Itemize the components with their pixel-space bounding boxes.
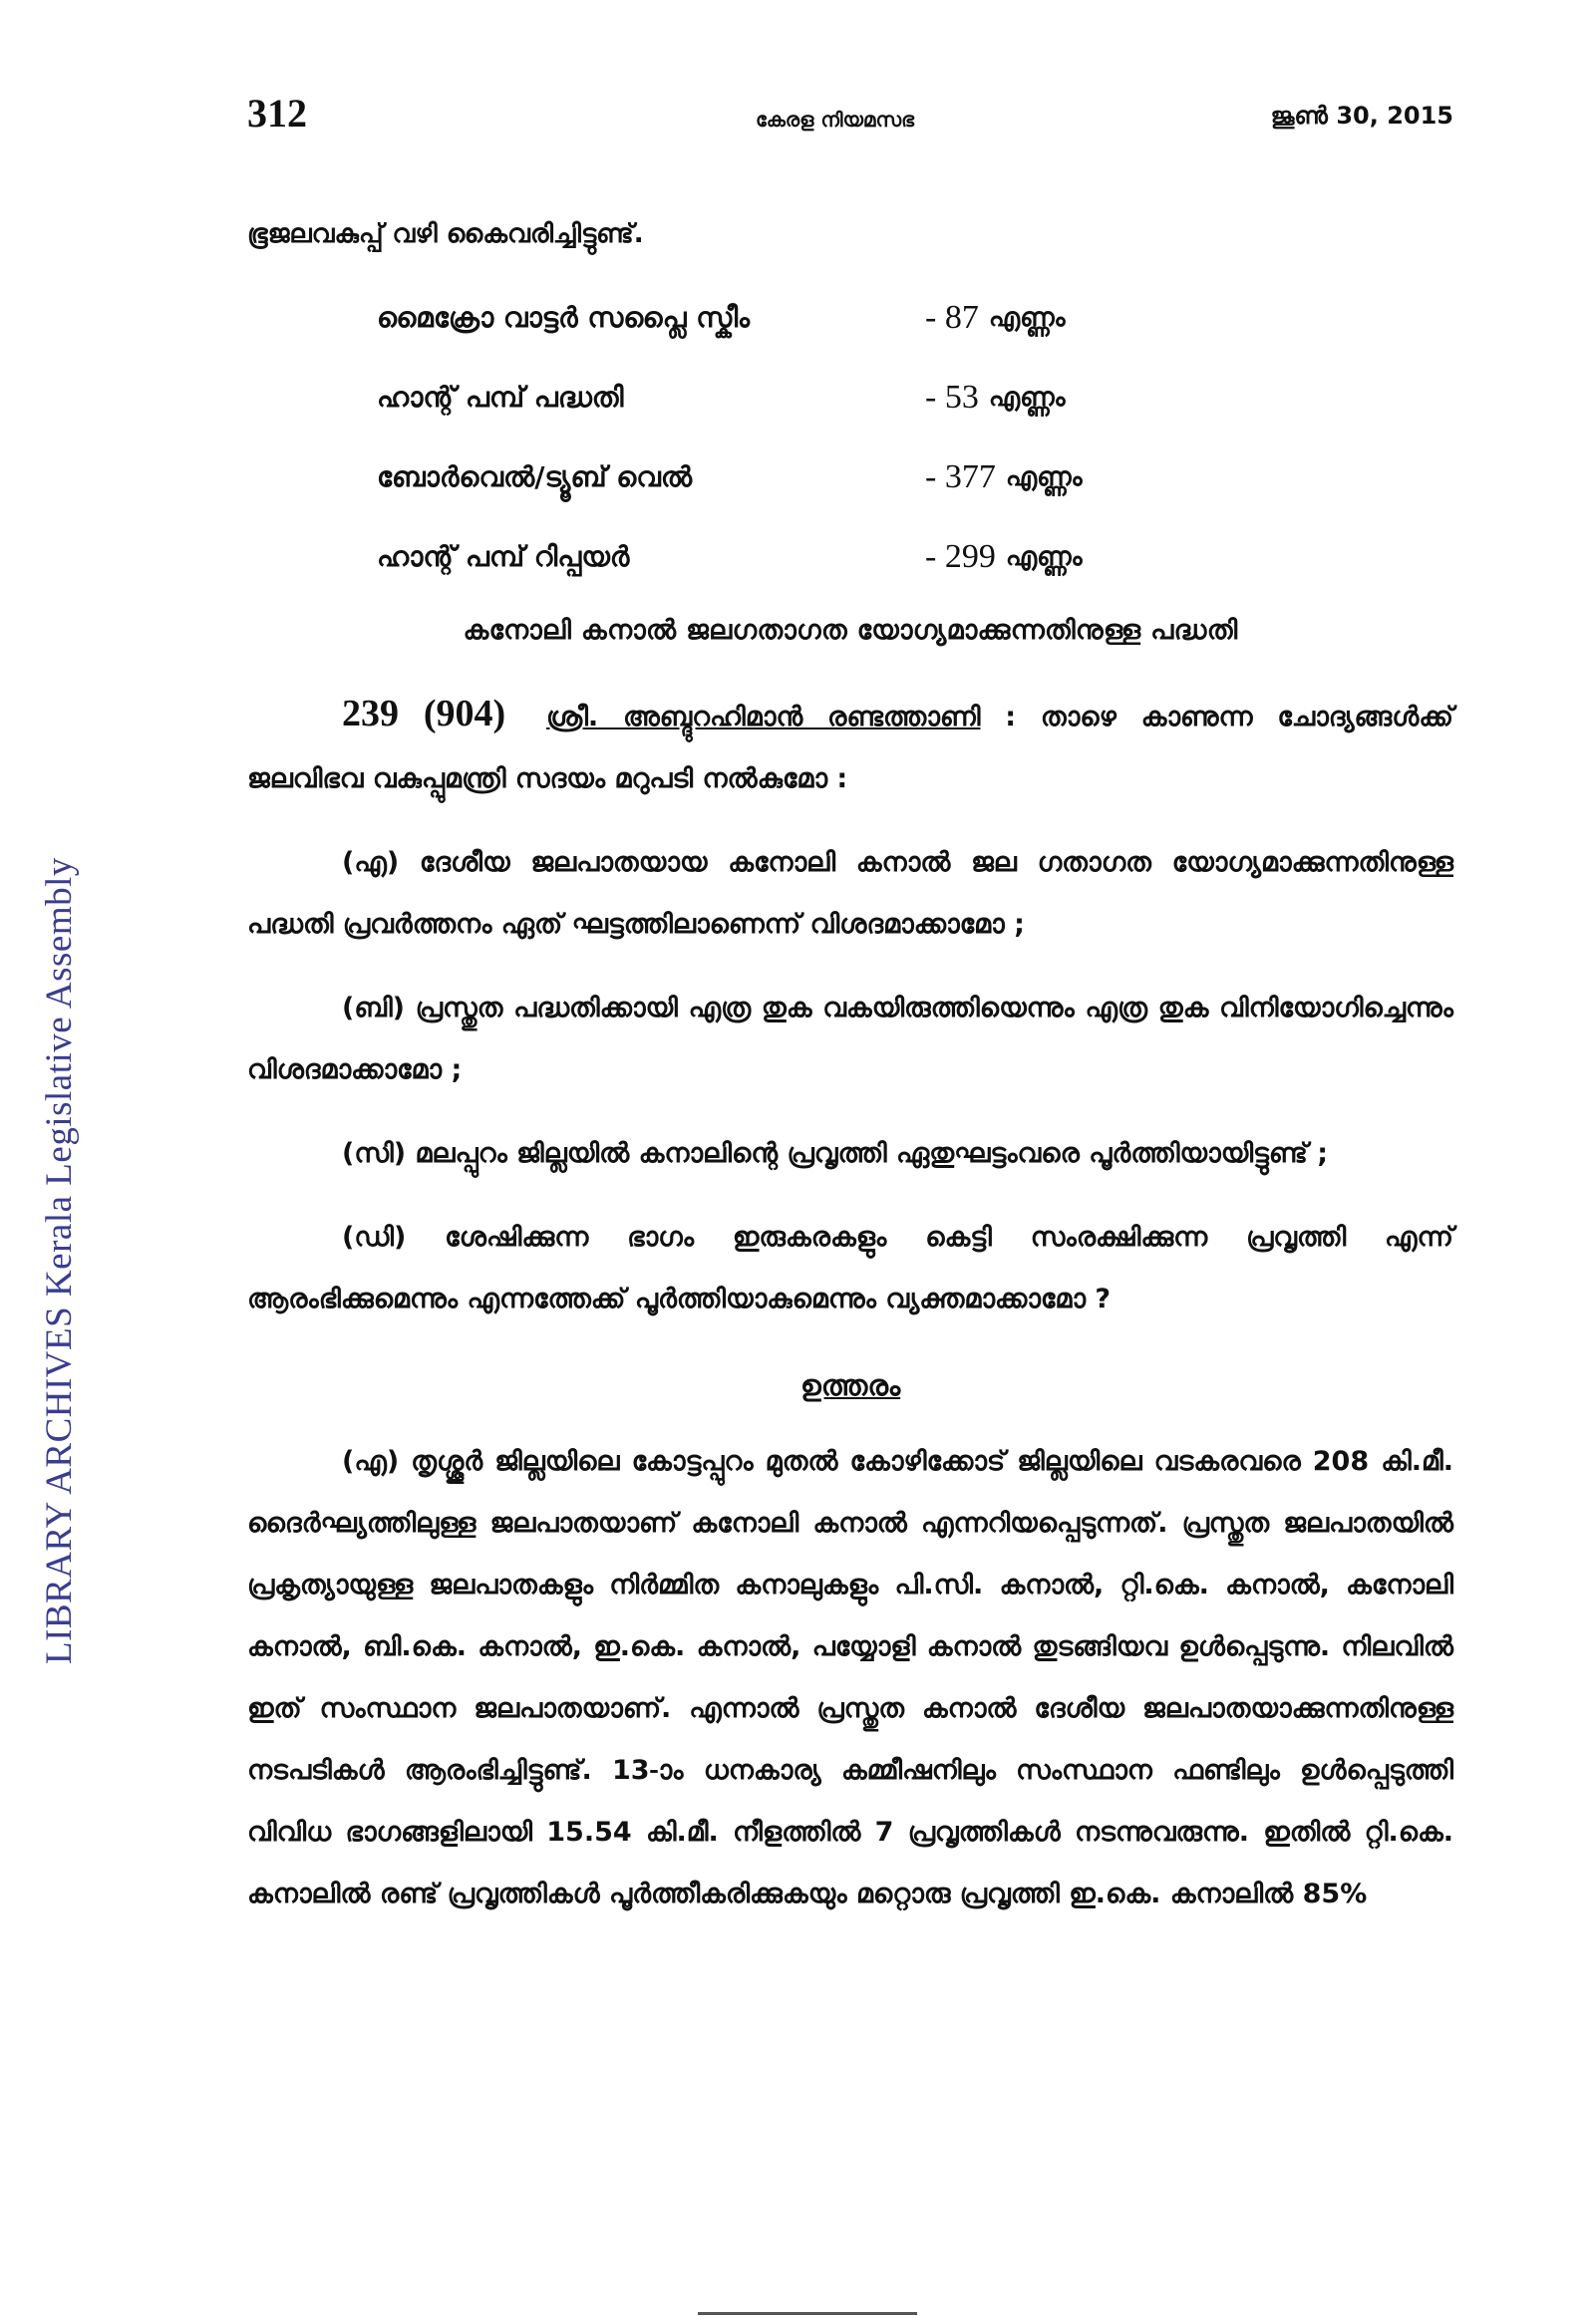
stat-unit: എണ്ണം — [988, 302, 1066, 333]
page-header — [247, 90, 1453, 149]
answer-paragraph: (എ) തൃശ്ശൂർ ജില്ലയിലെ കോട്ടപ്പുറം മുതൽ കോഴിക്കോട് ജില്ലയിലെ വടകരവരെ 208 കി.മീ. ദൈർഘ്യത്തിലുള്ള ജലപാതയാണ് കനോലി കനാൽ എന്നറിയപ്പെടുന്നത്. പ്രസ്തുത ജലപാതയിൽ പ്രകൃത്യായുള്ള ജലപാതകളും നിർമ്മിത കനാലുകളും പി.സി. കനാൽ, റ്റി.കെ. കനാൽ, കനോലി കനാൽ, ബി.കെ. കനാൽ, ഇ.കെ. കനാൽ, പയ്യോളി കനാൽ തുടങ്ങിയവ ഉൾപ്പെടുന്നു. നിലവിൽ ഇത് സംസ്ഥാന ജലപാതയാണ്. എന്നാൽ പ്രസ്തുത കനാൽ ദേശീയ ജലപാതയാക്കുന്നതിനുള്ള നടപടികൾ ആരംഭിച്ചിട്ടുണ്ട്. 13-ാം ധനകാര്യ കമ്മീഷനിലും സംസ്ഥാന ഫണ്ടിലും ഉൾപ്പെടുത്തി വിവിധ ഭാഗങ്ങളിലായി 15.54 കി.മീ. നീളത്തിൽ 7 പ്രവൃത്തികൾ നടന്നുവരുന്നു. ഇതിൽ റ്റി.കെ. കനാലിൽ രണ്ട് പ്രവൃത്തികൾ പൂർത്തീകരിക്കുകയും മറ്റൊരു പ്രവൃത്തി ഇ.കെ. കനാലിൽ 85% — [247, 1446, 1453, 1909]
stat-row — [247, 358, 1453, 437]
stat-unit: എണ്ണം — [1005, 461, 1083, 492]
intro-line: ഭൂജലവകുപ്പ് വഴി കൈവരിച്ചിട്ടുണ്ട്. — [247, 219, 644, 249]
question-text: : താഴെ കാണുന്ന ചോദ്യങ്ങൾക്ക് ജലവിഭവ വകുപ്പുമന്ത്രി സദയം മറുപടി നൽകുമോ : — [247, 702, 1453, 794]
stat-label: മൈക്രോ വാട്ടർ സപ്ലൈ സ്കീം — [377, 301, 750, 334]
question-item-b: (ബി) പ്രസ്തുത പദ്ധതിക്കായി എത്ര തുക വകയിരുത്തിയെന്നും എത്ര തുക വിനിയോഗിച്ചെന്നും വിശദമാക്കാമോ ; — [247, 993, 1453, 1085]
question-item-c: (സി) മലപ്പുറം ജില്ലയിൽ കനാലിന്റെ പ്രവൃത്തി ഏതുഘട്ടംവരെ പൂർത്തിയായിട്ടുണ്ട് ; — [342, 1138, 1329, 1169]
stat-row — [247, 437, 1453, 517]
stat-value: - 87 — [925, 299, 979, 336]
stat-value: - 53 — [925, 379, 979, 416]
question — [247, 683, 1453, 810]
stat-label: ഹാന്റ് പമ്പ് പദ്ധതി — [377, 381, 624, 414]
stat-unit: എണ്ണം — [1005, 541, 1083, 572]
stat-value: - 377 — [925, 458, 996, 495]
stat-label: ഹാന്റ് പമ്പ് റിപ്പയർ — [377, 540, 630, 573]
archive-watermark: LIBRARY ARCHIVES Kerala Legislative Assembly — [39, 857, 80, 1664]
stat-unit: എണ്ണം — [988, 382, 1066, 413]
stat-value: - 299 — [925, 538, 996, 575]
stat-row — [247, 517, 1453, 597]
section-heading: കനോലി കനാൽ ജലഗതാഗത യോഗ്യമാക്കുന്നതിനുള്ള പദ്ധതി — [463, 615, 1238, 646]
page-number: 312 — [247, 91, 307, 136]
question-item-a: (എ) ദേശീയ ജലപാതയായ കനോലി കനാൽ ജല ഗതാഗത യോഗ്യമാക്കുന്നതിനുള്ള പദ്ധതി പ്രവർത്തനം ഏത് ഘട്ടത്തിലാണെന്ന് വിശദമാക്കാമോ ; — [247, 847, 1453, 940]
question-item-d: (ഡി) ശേഷിക്കുന്ന ഭാഗം ഇരുകരകളും കെട്ടി സംരക്ഷിക്കുന്ന പ്രവൃത്തി എന്ന് ആരംഭിക്കുമെന്നും എന്നത്തേക്ക് പൂർത്തിയാകുമെന്നും വ്യക്തമാക്കാമോ ? — [247, 1222, 1453, 1314]
header-title: കേരള നിയമസഭ — [756, 108, 914, 132]
bottom-rule — [698, 2312, 917, 2315]
answer-heading: ഉത്തരം — [799, 1368, 901, 1402]
stat-row — [247, 278, 1453, 358]
stat-label: ബോർവെൽ/ട്യൂബ് വെൽ — [377, 460, 693, 493]
member-name: ശ്രീ. അബ്ദുറഹിമാൻ രണ്ടത്താണി — [545, 702, 981, 732]
question-number: 239 (904) — [342, 693, 506, 734]
page-content — [247, 219, 1453, 1925]
header-date: ജൂൺ 30, 2015 — [1270, 102, 1453, 130]
stats-list — [247, 278, 1453, 597]
